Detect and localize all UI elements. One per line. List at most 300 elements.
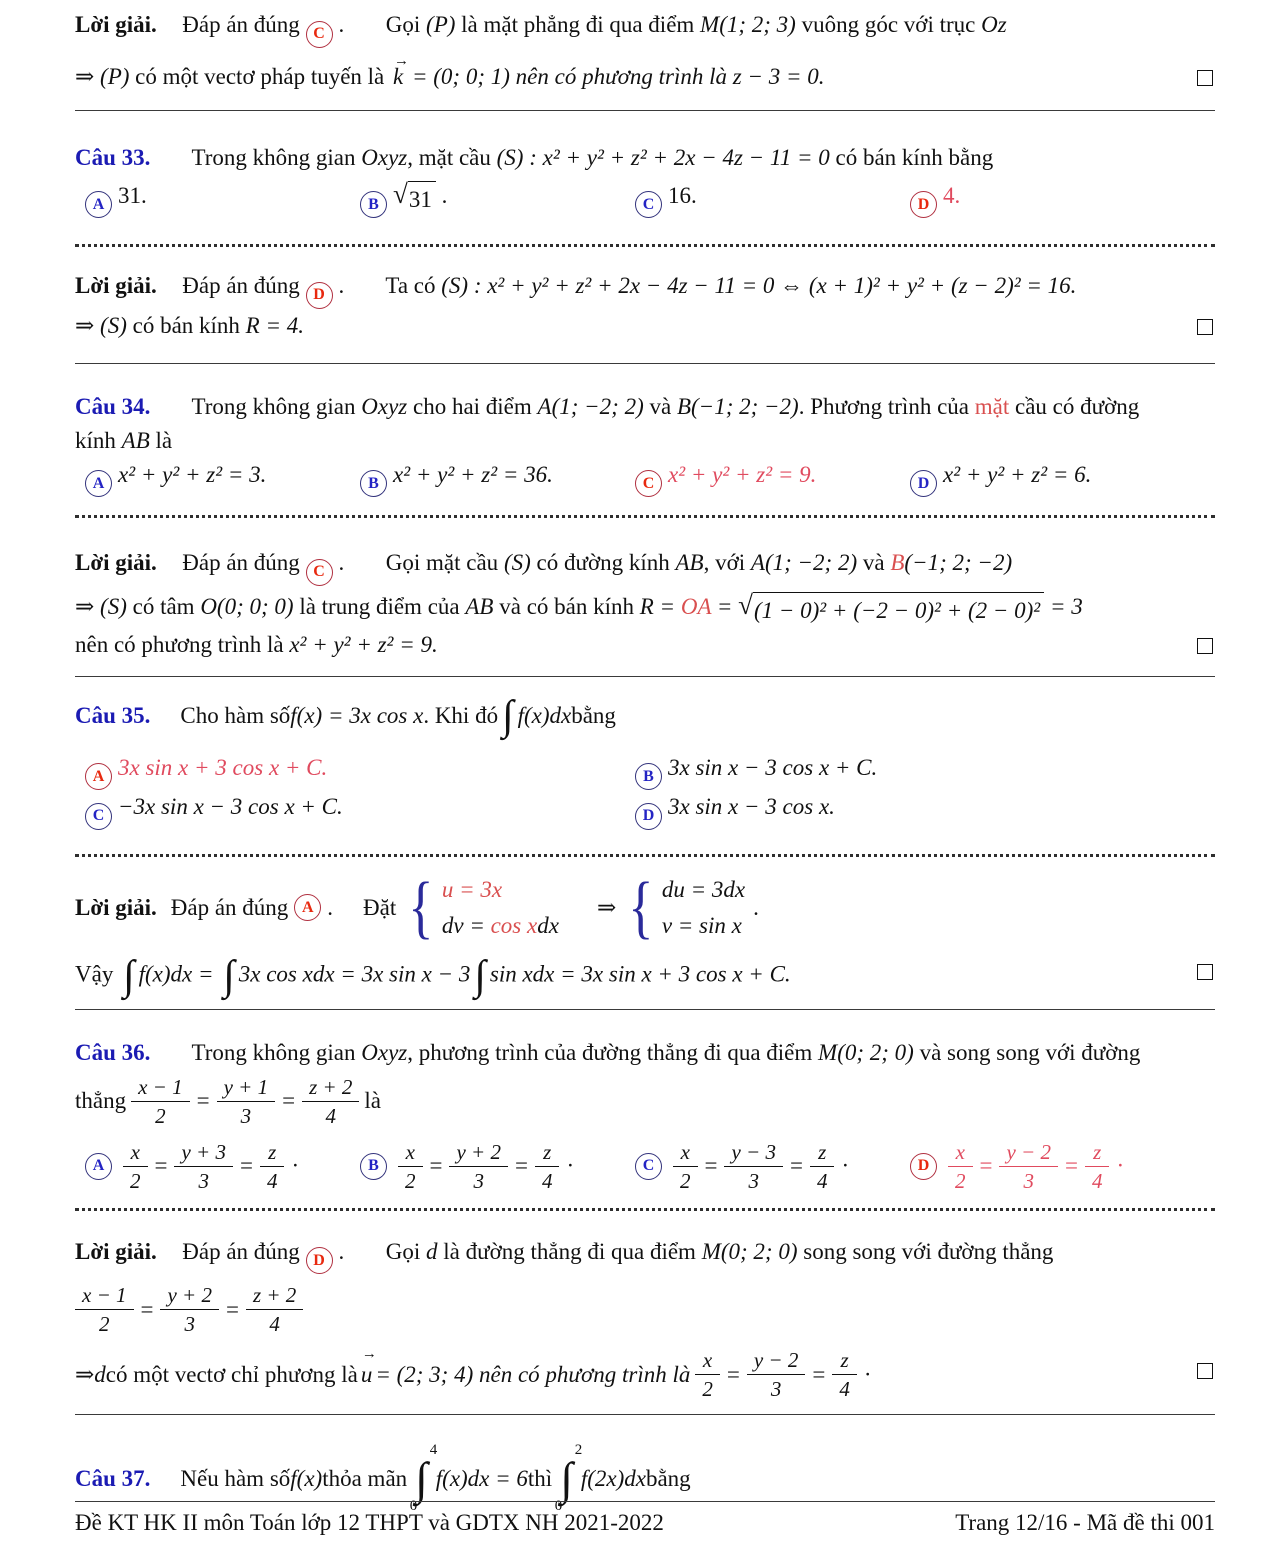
math-run: R = — [639, 593, 681, 619]
fraction — [246, 1282, 303, 1337]
fraction — [1085, 1139, 1110, 1194]
answer-prefix: Đáp án đúng — [170, 894, 289, 920]
option-b — [360, 1139, 635, 1194]
solution-35-result — [75, 953, 1215, 999]
fraction — [449, 1139, 508, 1194]
fraction — [398, 1139, 423, 1194]
math-run: du = 3dx — [661, 876, 746, 902]
option-text: 31. — [118, 182, 147, 208]
numerator: y − 2 — [999, 1139, 1058, 1167]
question-35-options-row-2 — [75, 790, 1215, 830]
math-run: (P) — [426, 12, 456, 37]
solution-33-line-2 — [75, 309, 1215, 343]
text-run: cầu có đường — [1009, 393, 1140, 419]
equals: = — [704, 1153, 718, 1178]
fraction — [302, 1074, 359, 1129]
integral-icon: ∫ — [474, 952, 486, 999]
option-d-correct — [910, 1139, 1185, 1194]
numerator: x — [123, 1139, 148, 1167]
denominator: 4 — [325, 1103, 336, 1128]
text-run: có tâm — [126, 593, 201, 619]
fraction — [123, 1139, 148, 1194]
question-33-options — [75, 179, 1215, 219]
text-run: và — [857, 550, 891, 575]
fraction — [75, 1282, 134, 1337]
math-run: A(1; −2; 2) — [750, 550, 858, 575]
math-run: AB — [121, 427, 150, 453]
text-run: mặt — [974, 393, 1010, 419]
numerator: y + 2 — [449, 1139, 508, 1167]
question-34-line-2 — [75, 424, 1215, 458]
text-run: có một vectơ chỉ phương là — [105, 1361, 358, 1387]
fraction — [160, 1282, 219, 1337]
text-run: . — [338, 273, 345, 298]
option-c — [85, 790, 635, 830]
solid-divider — [75, 110, 1215, 111]
solid-divider — [75, 363, 1215, 364]
math-run: (S) : x² + y² + z² + 2x − 4z − 11 = 0 — [496, 144, 830, 170]
text-run: thì — [527, 1465, 553, 1491]
denominator: 3 — [240, 1103, 252, 1128]
math-run: Oxyz — [361, 1039, 408, 1065]
numerator: x − 1 — [75, 1282, 134, 1310]
math-run: f(x) = 3x cos x — [290, 702, 424, 728]
radicand: (1 − 0)² + (−2 − 0)² + (2 − 0)² — [753, 592, 1044, 628]
denominator: 3 — [770, 1377, 782, 1401]
equals: = — [154, 1153, 168, 1178]
radical-icon: √ — [393, 178, 408, 209]
numerator: y + 2 — [160, 1282, 219, 1310]
answer-choice-badge: D — [910, 1153, 937, 1180]
numerator: z + 2 — [246, 1282, 303, 1310]
math-run: AB — [675, 550, 704, 575]
text-run: Vậy — [75, 960, 120, 986]
option-text: . — [435, 182, 448, 208]
qed-icon — [1197, 319, 1213, 335]
numerator: x — [695, 1347, 720, 1375]
option-b — [360, 458, 635, 498]
math-run: Oz — [981, 12, 1007, 37]
math-run: R = 4. — [245, 312, 304, 338]
math-run: 3x cos xdx = 3x sin x − 3 — [238, 960, 471, 986]
fraction — [948, 1139, 973, 1194]
option-text: −3x sin x − 3 cos x + C. — [118, 794, 343, 819]
math-run: dx — [537, 912, 559, 938]
text-run: có một vectơ pháp tuyến là — [129, 63, 391, 89]
math-run: (S) — [100, 593, 127, 619]
option-a-correct — [85, 751, 635, 791]
math-run: sin xdx = 3x sin x + 3 cos x + C. — [489, 960, 791, 986]
denominator: 4 — [266, 1168, 278, 1193]
option-text: x² + y² + z² = 6. — [943, 461, 1092, 487]
math-run: v = sin x — [661, 912, 742, 938]
text-run: . — [327, 894, 334, 920]
numerator: y + 3 — [174, 1139, 233, 1167]
solution-label: Lời giải. — [75, 273, 157, 298]
solution-label: Lời giải. — [75, 894, 157, 920]
option-b — [360, 179, 635, 219]
cdot: · — [863, 1361, 872, 1387]
cdot: · — [566, 1153, 575, 1178]
math-run: f(x)dx = — [138, 960, 220, 986]
text-run: Cho hàm số — [180, 702, 291, 728]
cases-system-1 — [404, 868, 559, 946]
answer-choice-badge: C — [306, 559, 333, 586]
denominator: 2 — [702, 1377, 713, 1401]
text-run: bằng — [645, 1465, 691, 1491]
math-run: cos x — [490, 912, 538, 938]
fraction — [999, 1139, 1058, 1194]
cdot: · — [291, 1153, 300, 1178]
cdot: · — [841, 1153, 850, 1178]
denominator: 3 — [473, 1168, 484, 1193]
question-36-options — [75, 1139, 1215, 1194]
text-run: là đường thẳng đi qua điểm — [437, 1238, 702, 1264]
answer-choice-badge: D — [306, 1247, 333, 1274]
answer-choice-badge: C — [635, 470, 662, 497]
math-run: = (2; 3; 4) nên có phương trình là — [375, 1361, 691, 1387]
integral-icon: ∫ — [415, 1453, 428, 1504]
math-run: = — [711, 593, 739, 619]
math-run: (S) — [503, 550, 531, 575]
numerator: x — [398, 1139, 423, 1167]
text-run: . Phương trình của — [798, 393, 975, 419]
question-number: Câu 34. — [75, 393, 151, 419]
equals: = — [140, 1296, 154, 1322]
text-run: Gọi — [385, 1238, 427, 1264]
solution-36-line-2 — [75, 1282, 1215, 1337]
option-c — [635, 1139, 910, 1194]
math-run: (P) — [100, 63, 130, 89]
question-35 — [75, 693, 1215, 739]
option-text: 3x sin x − 3 cos x. — [668, 794, 835, 819]
question-number: Câu 36. — [75, 1039, 151, 1065]
fraction — [260, 1139, 285, 1194]
cases-system-2 — [624, 868, 746, 946]
solution-33-line-1 — [75, 269, 1215, 309]
answer-choice-badge: B — [360, 470, 387, 497]
numerator: z — [535, 1139, 560, 1167]
math-run: u — [360, 1361, 373, 1387]
integral-icon: ∫ — [123, 952, 135, 999]
text-run: có bán kính — [126, 312, 246, 338]
math-run: B — [890, 550, 905, 575]
option-text: 16. — [668, 182, 697, 208]
qed-icon — [1197, 638, 1213, 654]
question-36-line-2 — [75, 1074, 1215, 1129]
question-number: Câu 37. — [75, 1465, 151, 1491]
integral-icon: ∫ — [560, 1453, 573, 1504]
text-run: Đặt — [363, 894, 397, 920]
option-text: x² + y² + z² = 36. — [393, 461, 553, 487]
text-run: cho hai điểm — [407, 393, 538, 419]
lower-limit: 0 — [409, 1498, 418, 1515]
text-run: bằng — [571, 702, 616, 728]
numerator: z — [260, 1139, 285, 1167]
cdot: · — [1116, 1153, 1125, 1178]
vector-arrow-icon: → — [361, 1345, 377, 1362]
math-run: x² + y² + z² = 9. — [289, 631, 438, 657]
text-run: ⇒ — [75, 593, 101, 619]
math-run — [442, 913, 559, 939]
math-run: f(2x)dx — [580, 1465, 646, 1491]
integral-icon: ∫ — [502, 692, 514, 739]
qed-icon — [1197, 70, 1213, 86]
answer-choice-badge: C — [306, 21, 333, 48]
answer-choice-badge: D — [910, 191, 937, 218]
answer-choice-badge: A — [294, 894, 321, 921]
dotted-divider — [75, 515, 1215, 518]
option-c — [635, 179, 910, 219]
text-run: có đường kính — [530, 550, 676, 575]
option-c-correct — [635, 458, 910, 498]
text-run: Nếu hàm số — [180, 1465, 291, 1491]
denominator: 2 — [155, 1103, 166, 1128]
answer-choice-badge: A — [85, 1153, 112, 1180]
math-run: (S) : x² + y² + z² + 2x − 4z − 11 = 0 ⇔ (x + 1)² + y² + (z − 2)² = 16. — [441, 273, 1077, 298]
equals: = — [789, 1153, 803, 1178]
text-run: là trung điểm của — [293, 593, 466, 619]
option-text: 3x sin x + 3 cos x + C. — [118, 754, 328, 780]
option-b — [635, 751, 1185, 791]
denominator: 2 — [99, 1312, 110, 1336]
option-text: x² + y² + z² = 9. — [668, 461, 817, 487]
denominator: 4 — [839, 1377, 850, 1401]
question-36 — [75, 1036, 1215, 1070]
dotted-divider — [75, 244, 1215, 247]
fraction — [217, 1074, 276, 1129]
equals: = — [514, 1153, 528, 1178]
text-run: Gọi — [385, 12, 427, 37]
solid-divider — [75, 1414, 1215, 1415]
fraction — [673, 1139, 698, 1194]
option-a — [85, 458, 360, 498]
brace-icon: { — [408, 868, 434, 946]
vector-arrow-icon: → — [394, 52, 410, 69]
page-footer — [75, 1498, 1215, 1536]
denominator: 3 — [198, 1168, 209, 1193]
answer-choice-badge: A — [85, 763, 112, 790]
qed-icon — [1197, 1363, 1213, 1379]
answer-prefix: Đáp án đúng — [182, 1238, 300, 1264]
math-run: d — [426, 1238, 438, 1264]
numerator: x — [673, 1139, 698, 1167]
text-run: Trong không gian — [191, 144, 362, 170]
denominator: 4 — [269, 1312, 280, 1336]
answer-choice-badge: D — [910, 470, 937, 497]
answer-prefix: Đáp án đúng — [182, 550, 300, 575]
solution-34-line-3 — [75, 628, 1215, 662]
numerator: z — [810, 1139, 835, 1167]
math-run: dv = — [441, 912, 491, 938]
answer-choice-badge: D — [306, 282, 333, 309]
text-run: nên có phương trình là — [75, 631, 290, 657]
equals: = — [979, 1153, 993, 1178]
numerator: z — [832, 1347, 857, 1375]
vector-k — [393, 52, 410, 94]
question-34-options — [75, 458, 1215, 498]
math-run: f(x) — [290, 1465, 323, 1491]
equals: = — [196, 1088, 210, 1113]
option-text: 4. — [943, 182, 961, 208]
text-run: Gọi mặt cầu — [385, 550, 504, 575]
text-run: vuông góc với trục — [795, 12, 982, 37]
numerator: y + 1 — [217, 1074, 276, 1102]
equals: = — [239, 1153, 253, 1178]
math-run: z − 3 = 0. — [732, 63, 825, 89]
denominator: 2 — [955, 1168, 966, 1193]
option-text: 3x sin x − 3 cos x + C. — [668, 754, 878, 780]
upper-limit: 4 — [429, 1442, 438, 1458]
solid-divider — [75, 676, 1215, 677]
text-run: , mặt cầu — [407, 144, 497, 170]
numerator: x — [948, 1139, 973, 1167]
denominator: 3 — [1023, 1168, 1034, 1193]
footer-page-info: Trang 12/16 - Mã đề thi 001 — [955, 1510, 1215, 1535]
answer-choice-badge: C — [85, 803, 112, 830]
dotted-divider — [75, 1208, 1215, 1211]
math-run: k — [393, 63, 404, 89]
option-d-correct — [910, 179, 1185, 219]
footer-exam-title: Đề KT HK II môn Toán lớp 12 THPT và GDTX NH 2021-2022 — [75, 1510, 664, 1535]
solution-label: Lời giải. — [75, 12, 157, 37]
question-34 — [75, 390, 1215, 424]
math-run: f(x)dx = 6 — [435, 1465, 528, 1491]
radical-icon: √ — [738, 589, 753, 620]
equals: = — [225, 1296, 239, 1322]
math-run: O(0; 0; 0) — [200, 593, 294, 619]
solution-36-line-3 — [75, 1347, 1215, 1402]
sqrt-expression — [738, 589, 1044, 628]
integral-icon: ∫ — [223, 952, 235, 999]
question-35-options-row-1 — [75, 751, 1215, 791]
text-run: Trong không gian — [191, 1039, 362, 1065]
brace-icon: { — [628, 868, 654, 946]
answer-choice-badge: B — [360, 191, 387, 218]
answer-choice-badge: A — [85, 191, 112, 218]
solution-label: Lời giải. — [75, 1238, 157, 1264]
option-a — [85, 1139, 360, 1194]
math-run: Oxyz — [361, 393, 408, 419]
fraction — [535, 1139, 560, 1194]
math-run: = (0; 0; 1) nên có phương trình là — [406, 63, 733, 89]
fraction — [747, 1347, 806, 1402]
math-run: AB — [465, 593, 494, 619]
text-run: Trong không gian — [191, 393, 362, 419]
option-text: x² + y² + z² = 3. — [118, 461, 267, 487]
fraction — [724, 1139, 783, 1194]
text-run: Ta có — [385, 273, 442, 298]
math-run: f(x)dx — [517, 702, 572, 728]
text-run: . — [753, 894, 759, 920]
math-run: = 3 — [1044, 593, 1083, 619]
denominator: 4 — [816, 1168, 828, 1193]
answer-choice-badge: C — [635, 1153, 662, 1180]
answer-prefix: Đáp án đúng — [182, 273, 300, 298]
numerator: y − 3 — [724, 1139, 783, 1167]
fraction — [832, 1347, 857, 1402]
dotted-divider — [75, 854, 1215, 857]
text-run: là — [364, 1088, 382, 1113]
math-run: M(0; 2; 0) — [701, 1238, 798, 1264]
question-number: Câu 35. — [75, 702, 151, 728]
solid-divider — [75, 1009, 1215, 1010]
answer-choice-badge: D — [635, 803, 662, 830]
text-run: và — [643, 393, 677, 419]
question-number: Câu 33. — [75, 144, 151, 170]
text-run: , phương trình của đường thẳng đi qua điểm — [407, 1039, 819, 1065]
solution-label: Lời giải. — [75, 550, 157, 575]
solution-32-line-2 — [75, 52, 1215, 94]
numerator: x − 1 — [131, 1074, 190, 1102]
math-run: u = 3x — [441, 876, 503, 902]
math-run: M(0; 2; 0) — [818, 1039, 914, 1065]
equals: = — [282, 1088, 296, 1113]
text-run: . — [338, 1238, 345, 1264]
denominator: 4 — [541, 1168, 553, 1193]
answer-choice-badge: B — [635, 763, 662, 790]
text-run: . Khi đó — [423, 702, 499, 728]
solution-34-line-1 — [75, 546, 1215, 586]
text-run: và song song với đường — [913, 1039, 1141, 1065]
solution-32-line-1 — [75, 8, 1215, 48]
equals: = — [726, 1361, 740, 1387]
text-run: và có bán kính — [493, 593, 640, 619]
question-33 — [75, 141, 1215, 175]
footer-divider — [75, 1501, 1215, 1502]
solution-36-line-1 — [75, 1235, 1215, 1275]
text-run: song song với đường thẳng — [797, 1238, 1054, 1264]
text-run: ⇒ — [75, 1361, 95, 1387]
math-run: B(−1; 2; −2) — [676, 393, 799, 419]
answer-choice-badge: A — [85, 470, 112, 497]
upper-limit: 2 — [574, 1442, 583, 1458]
equals: = — [429, 1153, 443, 1178]
text-run: ⇒ — [75, 312, 101, 338]
math-run: d — [94, 1361, 106, 1387]
math-run: (−1; 2; −2) — [904, 550, 1013, 575]
text-run: , với — [703, 550, 751, 575]
text-run: thẳng — [75, 1088, 127, 1113]
equals: = — [812, 1361, 826, 1387]
denominator: 2 — [405, 1168, 416, 1193]
option-a — [85, 179, 360, 219]
answer-choice-badge: C — [635, 191, 662, 218]
text-run: kính — [75, 427, 122, 453]
denominator: 4 — [1091, 1168, 1103, 1193]
denominator: 3 — [184, 1312, 195, 1336]
lower-limit: 0 — [554, 1498, 563, 1515]
implies-symbol: ⇒ — [596, 894, 617, 920]
answer-choice-badge: B — [360, 1153, 387, 1180]
text-run: là — [149, 427, 173, 453]
text-run: là mặt phẳng đi qua điểm — [455, 12, 701, 37]
fraction — [810, 1139, 835, 1194]
fraction — [131, 1074, 190, 1129]
qed-icon — [1197, 964, 1213, 980]
math-run: (S) — [100, 312, 127, 338]
text-run: . — [338, 12, 345, 37]
math-run: Oxyz — [361, 144, 408, 170]
solution-34-line-2 — [75, 590, 1215, 628]
sqrt-expression — [393, 178, 436, 217]
fraction — [174, 1139, 233, 1194]
math-run: A(1; −2; 2) — [537, 393, 644, 419]
option-d — [635, 790, 1185, 830]
denominator: 3 — [748, 1168, 759, 1193]
fraction — [695, 1347, 720, 1402]
radicand: 31 — [408, 181, 436, 217]
